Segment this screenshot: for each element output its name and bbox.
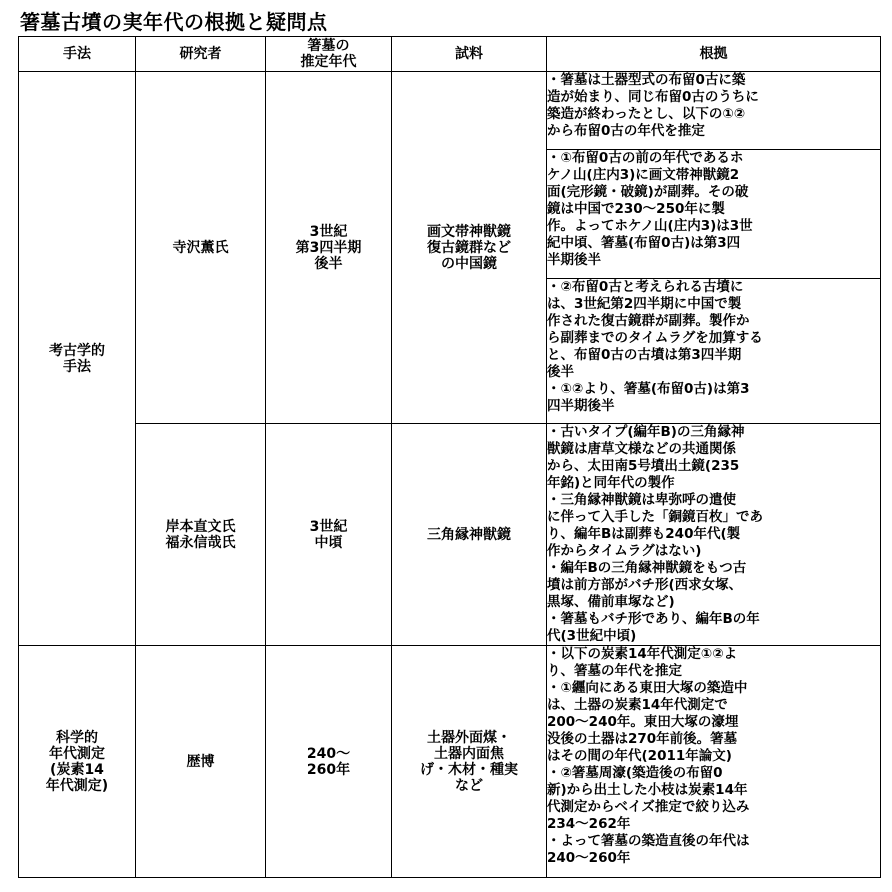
age-terasawa: 3世紀 第3四半期 後半 (266, 72, 392, 424)
method-archaeological: 考古学的 手法 (19, 72, 136, 646)
header-row (19, 37, 881, 72)
basis-kishimoto: ・古いタイプ(編年B)の三角縁神 獣鏡は唐草文様などの共通関係 から、太田南5号墳出土鏡(235 年銘)と同年代の製作 ・三角縁神獣鏡は卑弥呼の遣使 に伴って入手した「銅鏡百枚」であ り、編年Bは副葬も240年代(製 作からタイムラグはない) ・編年Bの三角縁神獣鏡をもつ古 墳は前方部がバチ形(西求女塚、 黒塚、備前車塚など) ・箸墓もバチ形であり、編年Bの年 代(3世紀中頃) (547, 424, 881, 646)
researcher-terasawa: 寺沢薫氏 (136, 72, 266, 424)
header-researcher: 研究者 (136, 37, 266, 72)
basis-terasawa-3: ・②布留0古と考えられる古墳に は、3世紀第2四半期に中国で製 作された復古鏡群が副葬。製作か ら副葬までのタイムラグを加算する と、布留0古の古墳は第3四半期 後半 ・①②より、箸墓(布留0古)は第3 四半期後半 (547, 279, 881, 424)
header-material: 試料 (392, 37, 547, 72)
basis-rekihaku: ・以下の炭素14年代測定①②よ り、箸墓の年代を推定 ・①纒向にある東田大塚の築造中 は、土器の炭素14年代測定で 200～240年。東田大塚の濠埋 没後の土器は270年前後。箸墓 はその間の年代(2011年論文) ・②箸墓周濠(築造後の布留0 新)から出土した小枝は炭素14年 代測定からベイズ推定で絞り込み 234～262年 ・よって箸墓の築造直後の年代は 240～260年 (547, 646, 881, 878)
material-rekihaku: 土器外面煤・ 土器内面焦 げ・木材・種実 など (392, 646, 547, 878)
age-kishimoto: 3世紀 中頃 (266, 424, 392, 646)
material-kishimoto: 三角縁神獣鏡 (392, 424, 547, 646)
header-basis: 根拠 (547, 37, 881, 72)
basis-terasawa-1: ・箸墓は土器型式の布留0古に築 造が始まり、同じ布留0古のうちに 築造が終わったとし、以下の①② から布留0古の年代を推定 (547, 72, 881, 150)
header-estimated-age: 箸墓の 推定年代 (266, 37, 392, 72)
basis-terasawa-2: ・①布留0古の前の年代であるホ ケノ山(庄内3)に画文帯神獣鏡2 面(完形鏡・破鏡)が副葬。その破 鏡は中国で230～250年に製 作。よってホケノ山(庄内3)は3世 紀中頃、箸墓(布留0古)は第3四 半期後半 (547, 150, 881, 279)
table-row (19, 646, 881, 878)
table-row (19, 424, 881, 646)
method-scientific: 科学的 年代測定 (炭素14 年代測定) (19, 646, 136, 878)
basis-table (18, 36, 881, 878)
researcher-rekihaku: 歴博 (136, 646, 266, 878)
age-rekihaku: 240～ 260年 (266, 646, 392, 878)
header-method: 手法 (19, 37, 136, 72)
material-terasawa: 画文帯神獣鏡 復古鏡群など の中国鏡 (392, 72, 547, 424)
page-title: 箸墓古墳の実年代の根拠と疑問点 (20, 10, 328, 34)
table-row (19, 72, 881, 150)
researcher-kishimoto: 岸本直文氏 福永信哉氏 (136, 424, 266, 646)
